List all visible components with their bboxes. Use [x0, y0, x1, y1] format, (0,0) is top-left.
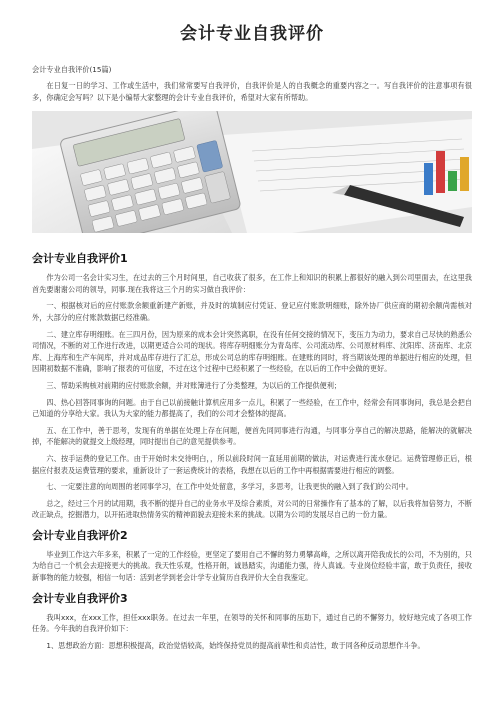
- section-paragraph: 1、思想政治方面：思想积极提高，政治觉悟较高，始终保持党员的提高前辈性和贞洁性，敢于同各种反动思想作斗争。: [46, 640, 425, 650]
- photo-illustration: [32, 111, 472, 233]
- intro-paragraph: 在日复一日的学习、工作或生活中，我们常常要写自我评价，自我评价是人的自我概念的重要内容之一。写自我评价的注意事项有很多，你确定会写吗？以下是小编帮大家整理的会计专业自我评价，希望对大家有所帮助。: [32, 81, 472, 102]
- section-paragraph: 三、帮助采购核对前期的应付账款余额，并对账簿进行了分类整理，为以后的工作提供便利；: [46, 380, 342, 390]
- section-heading: 会计专业自我评价1: [32, 252, 128, 266]
- section-paragraph: 我叫xxx，在xxx工作，担任xxx职务。在过去一年里，在领导的关怀和同事的压助下，通过自己的不懈努力，较好地完成了各项工作任务。今年我的自我评价如下：: [32, 612, 472, 634]
- section-paragraph: 六、按手运费的登记工作。由于开始时未交待明白，，所以前段时间一直延用前期的做法，对运费进行流水登记。运费管理修正后，根据应付报表及运费管理的要求，重新设计了一套运费统计的表格，我想在以后的工作中再根据需要进行相应的调整。: [32, 453, 472, 475]
- section-paragraph: 四、热心回答同事询的问题。由于自己以前接触计算机应用多一点儿，积累了一些经验，在工作中，经常会有同事询问，我总是会把自己知道的分享给大家。我认为大家的能力都提高了，我们的公司才会整体的提高。: [32, 397, 472, 419]
- section-paragraph: 五、在工作中，善于思考，发现有的单据在处理上存在问题，便首先同同事进行沟通，与同事分享自己的解决思路，能解决的就解决掉，不能解决的就提交上级经理，同时提出自己的意见提供参考。: [32, 425, 472, 447]
- section-paragraph: 毕业到工作这六年多来，积累了一定的工作经验，更坚定了要用自己不懈的努力勇攀高峰，之所以离开陪我成长的公司，不为别的，只为给自己一个机会去迎接更大的挑战。我天性乐观，性格开朗，诚恳踏实，沟通能力强，待人真诚。专业岗位经验丰富，敢于负责任，接收新事物的能力较强，相信一句话：活到老学到老会计学专业简历自我评价大全自我鉴定。: [32, 549, 472, 583]
- page-title: 会计专业自我评价: [180, 24, 324, 44]
- section-paragraph: 二、建立库存明细账。在三四月份，因为原来的成本会计突然离职，在没有任何交接的情况下，变压力为动力，要求自己尽快的熟悉公司情况，不断的对工作进行改进，以期更适合公司的现状。将库存明细账分为青岛库、公司流动库、公司原材料库、沈阳库、济南库、北京库、上海库和生产车间库，并对成品库存进行了汇总，形成公司总的库存明细账。在建账的同时，将当期该处理的单据进行相应的处理，但因期初数据不准确，影响了报表的可信度，不过在这个过程中已经积累了一些经验，在以后的工作中会做的更好。: [32, 329, 472, 374]
- section-paragraph: 总之，经过三个月的试用期，我不断的提升自己的业务水平及综合素质，对公司的日常操作有了基本的了解，以后我将加倍努力，不断改正缺点，挖掘潜力，以开拓进取热情务实的精神面貌去迎接未来的挑战。以期为公司的发展尽自己的一份力量。: [32, 498, 472, 520]
- section-heading: 会计专业自我评价3: [32, 591, 128, 605]
- section-1: [32, 251, 472, 521]
- section-paragraph: 作为公司一名会计实习生，在过去的三个月时间里，自己收获了很多，在工作上和知识的积累上都很好的融入到公司里面去，在这里我首先要谢谢公司的领导，同事.现在我将这三个月的实习做自我评价：: [32, 273, 472, 294]
- section-paragraph: 一、根据核对后的应付账款余额重新建产新账，并及时的填制应付凭证、登记应付账款明细账，除外协厂供应商的期初余额尚需核对外，大部分的应付账款数据已经准确。: [32, 301, 472, 322]
- section-paragraph: 七、一定要注意的向周围的老同事学习，在工作中处处留意，多学习，多思考，让我更快的融入到了我们的公司中。: [46, 482, 413, 492]
- calculator-documents-photo: [32, 111, 472, 233]
- section-heading: 会计专业自我评价2: [32, 528, 128, 542]
- section-2: [32, 528, 472, 584]
- document-subtitle: 会计专业自我评价(15篇): [32, 65, 112, 74]
- section-3: [32, 591, 472, 652]
